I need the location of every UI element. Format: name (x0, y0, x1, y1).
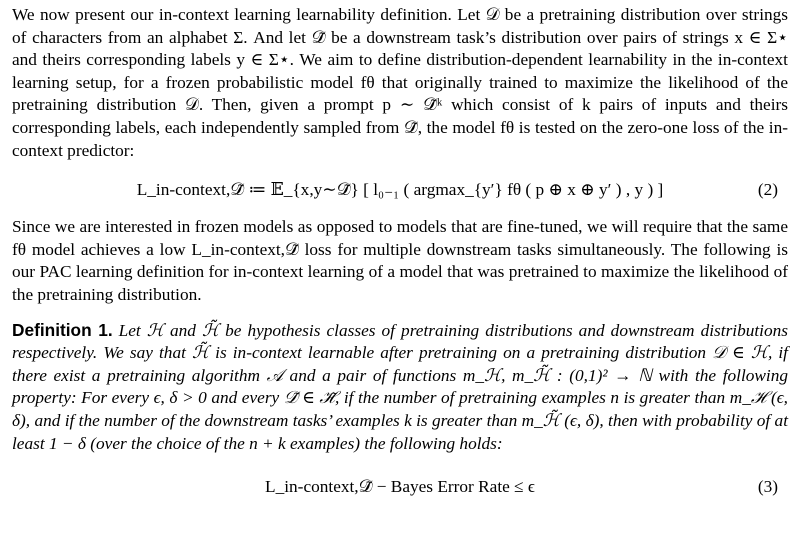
equation-3-body: L_in-context,𝒟̃ − Bayes Error Rate ≤ ϵ (265, 477, 535, 497)
paragraph-frozen-models: Since we are interested in frozen models as opposed to models that are fine-tuned, we will require that the same fθ model achieves a low L_in-context,𝒟̃ loss for multiple downstream tasks simultaneously. The following is our PAC learning definition for in-context learning of a model that was pretrained to maximize the likelihood of the pretraining distribution. (12, 217, 788, 304)
equation-2 (12, 168, 788, 212)
definition-text: Let ℋ and ℋ̃ be hypothesis classes of pretraining distributions and downstream distributions respectively. We say that ℋ̃ is in-context learnable after pretraining on a pretraining distribution 𝒟 ∈ ℋ, if there exist a pretraining algorithm 𝒜 and a pair of functions m_ℋ, m_ℋ̃ : (0,1)² → ℕ with the following property: For every ϵ, δ > 0 and every 𝒟̃ ∈ ℋ̃, if the number of pretraining examples n is greater than m_ℋ (ϵ, δ), and if the number of the downstream tasks’ examples k is greater than m_ℋ̃ (ϵ, δ), then with probability of at least 1 − δ (over the choice of the n + k examples) the following holds: (12, 320, 788, 453)
equation-2-body: L_in-context,𝒟̃ ≔ 𝔼_{x,y∼𝒟̃} [ l₀₋₁ ( argmax_{y′} fθ ( p ⊕ x ⊕ y′ ) , y ) ] (136, 180, 664, 200)
equation-2-number: (2) (757, 180, 778, 200)
definition-label: Definition 1. (12, 319, 113, 340)
paragraph-intro: We now present our in-context learning learnability definition. Let 𝒟 be a pretraining distribution over strings of characters from an alphabet Σ. And let 𝒟̃ be a downstream task’s distribution over pairs of strings x ∈ Σ⋆ and theirs corresponding labels y ∈ Σ⋆. We aim to define distribution-dependent learnability in the in-context learning setup, for a frozen probabilistic model fθ that originally trained to maximize the likelihood of the pretraining distribution 𝒟. Then, given a prompt p ∼ 𝒟̃ᵏ which consist of k pairs of inputs and theirs corresponding labels, each independently sampled from 𝒟̃, the model fθ is tested on the zero-one loss of the in-context predictor: (12, 5, 788, 160)
equation-3-number: (3) (757, 477, 778, 497)
definition-1 (12, 319, 788, 456)
equation-3 (12, 465, 788, 509)
